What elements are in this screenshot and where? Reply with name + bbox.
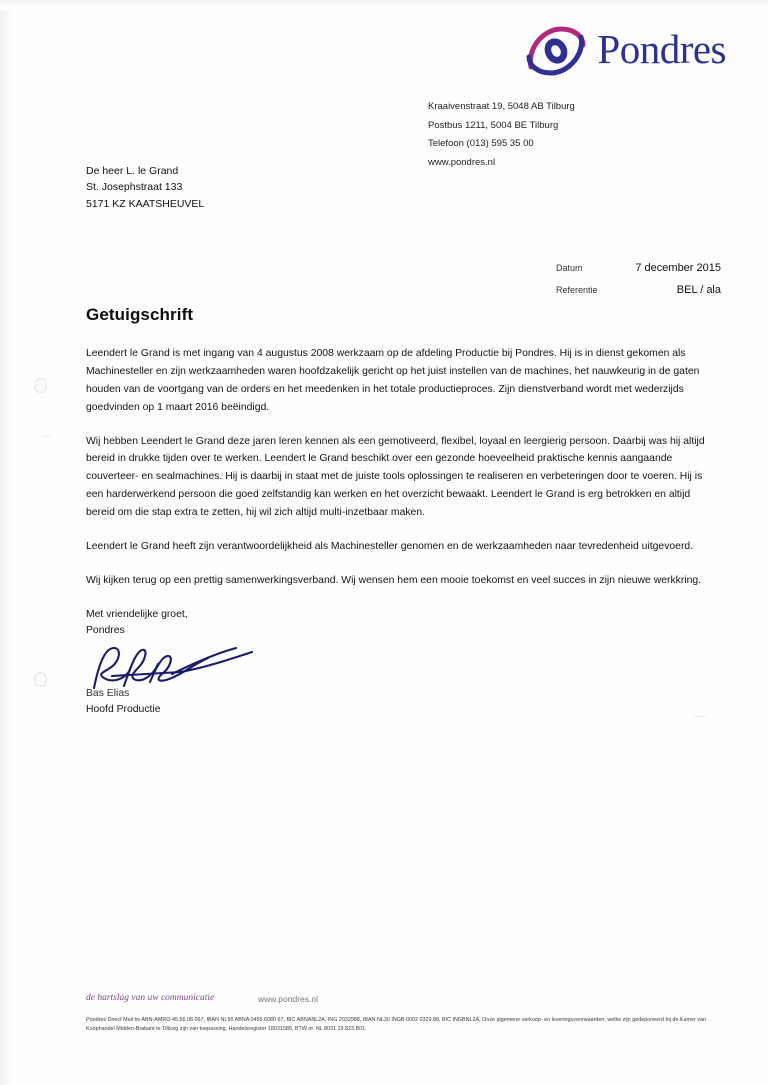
closing-block <box>86 607 188 639</box>
signer-name: Bas Elias <box>86 688 130 699</box>
company-wordmark: Pondres <box>597 25 726 72</box>
punch-hole-lower <box>34 672 47 687</box>
contact-line-postbus: Postbus 1211, 5004 BE Tilburg <box>428 119 559 131</box>
date-value: 7 december 2015 <box>635 262 721 274</box>
pondres-swirl-logo-icon <box>525 23 587 79</box>
contact-line-website: www.pondres.nl <box>428 156 496 168</box>
addressee-street: St. Josephstraat 133 <box>86 181 183 194</box>
signer-block <box>86 686 161 718</box>
addressee-city: 5171 KZ KAATSHEUVEL <box>86 197 205 210</box>
meta-row-date <box>556 262 721 274</box>
punch-hole-upper <box>34 378 47 393</box>
scan-edge-top <box>0 0 768 10</box>
body-paragraph: Leendert le Grand is met ingang van 4 augustus 2008 werkzaam op de afdeling Productie bij Pondres. Hij is in dienst gekomen als Machinesteller en zijn werkzaamheden waren hoofdzakelijk gericht op het juist instellen van de machines, het nauwkeurig in de gaten houden van de voortgang van de orders en het meedenken in het totale productieproces. Zijn dienstverband wordt met wederzijds goedvinden op 1 maart 2016 beëindigd. <box>86 348 700 413</box>
contact-line-address: Kraaivenstraat 19, 5048 AB Tilburg <box>428 101 575 112</box>
scan-edge-left <box>0 0 14 1085</box>
scan-speck <box>694 716 706 717</box>
date-label: Datum <box>556 263 583 273</box>
meta-row-reference <box>556 284 721 296</box>
body-paragraph: Leendert le Grand heeft zijn verantwoordelijkheid als Machinesteller genomen en de werkzaamheden naar tevredenheid uitgevoerd. <box>86 541 694 553</box>
reference-label: Referentie <box>556 285 598 295</box>
addressee-name: De heer L. le Grand <box>86 165 179 177</box>
page-title: Getuigschrift <box>86 305 194 324</box>
reference-value: BEL / ala <box>676 284 721 296</box>
letter-body <box>86 345 718 606</box>
letter-meta <box>556 262 721 306</box>
closing-company: Pondres <box>86 625 125 637</box>
body-paragraph: Wij kijken terug op een prettig samenwerkingsverband. Wij wensen hem een mooie toekomst en veel succes in zijn nieuwe werkkring. <box>86 574 702 586</box>
scan-speck <box>44 436 51 437</box>
footer-legal-text: Pondres Direct Mail bv ABN-AMRO 45.56.08.067, IBAN NL56 ABNA 0455 6080 67, BIC ABNANL2A, ING 2032988, IBAN NL30 INGB 0002 0329 88, BIC INGBNL2A, Onze algemene verkoop- en leveringsvoorwaarden, welke zijn gedeponeerd bij de Kamer van Koophandel Midden-Brabant te Tilburg zijn van toepassing. Handelsregister 18031585, BTW nr. NL 8031.19.823.B01. <box>86 1017 706 1032</box>
closing-greeting: Met vriendelijke groet, <box>86 609 188 620</box>
logo-row <box>426 20 726 82</box>
addressee-block <box>86 163 204 212</box>
signer-role: Hoofd Productie <box>86 704 161 716</box>
footer-website: www.pondres.nl <box>258 994 319 1004</box>
footer-tagline: de hartslag van uw communicatie <box>86 993 215 1003</box>
body-paragraph: Wij hebben Leendert le Grand deze jaren leren kennen als een gemotiveerd, flexibel, loyaal en leergierig persoon. Daarbij was hij altijd bereid in drukke tijden over te werken. Leendert le Grand beschikt over een gezonde hoeveelheid praktische kennis aangaande couverteer- en sealmachines. Hij is daarbij in staat met de juiste tools oplossingen te realiseren en verbeteringen door te voeren. Hij is een harderwerkend persoon die goed zelfstandig kan werken en het overzicht bewaakt. Leendert le Grand is erg betrokken en altijd bereid om die stap extra te zetten, hij wil zich altijd multi-inzetbaar maken. <box>86 435 705 519</box>
letterhead <box>426 20 726 172</box>
contact-block <box>426 98 726 172</box>
contact-line-phone: Telefoon (013) 595 35 00 <box>428 138 534 150</box>
